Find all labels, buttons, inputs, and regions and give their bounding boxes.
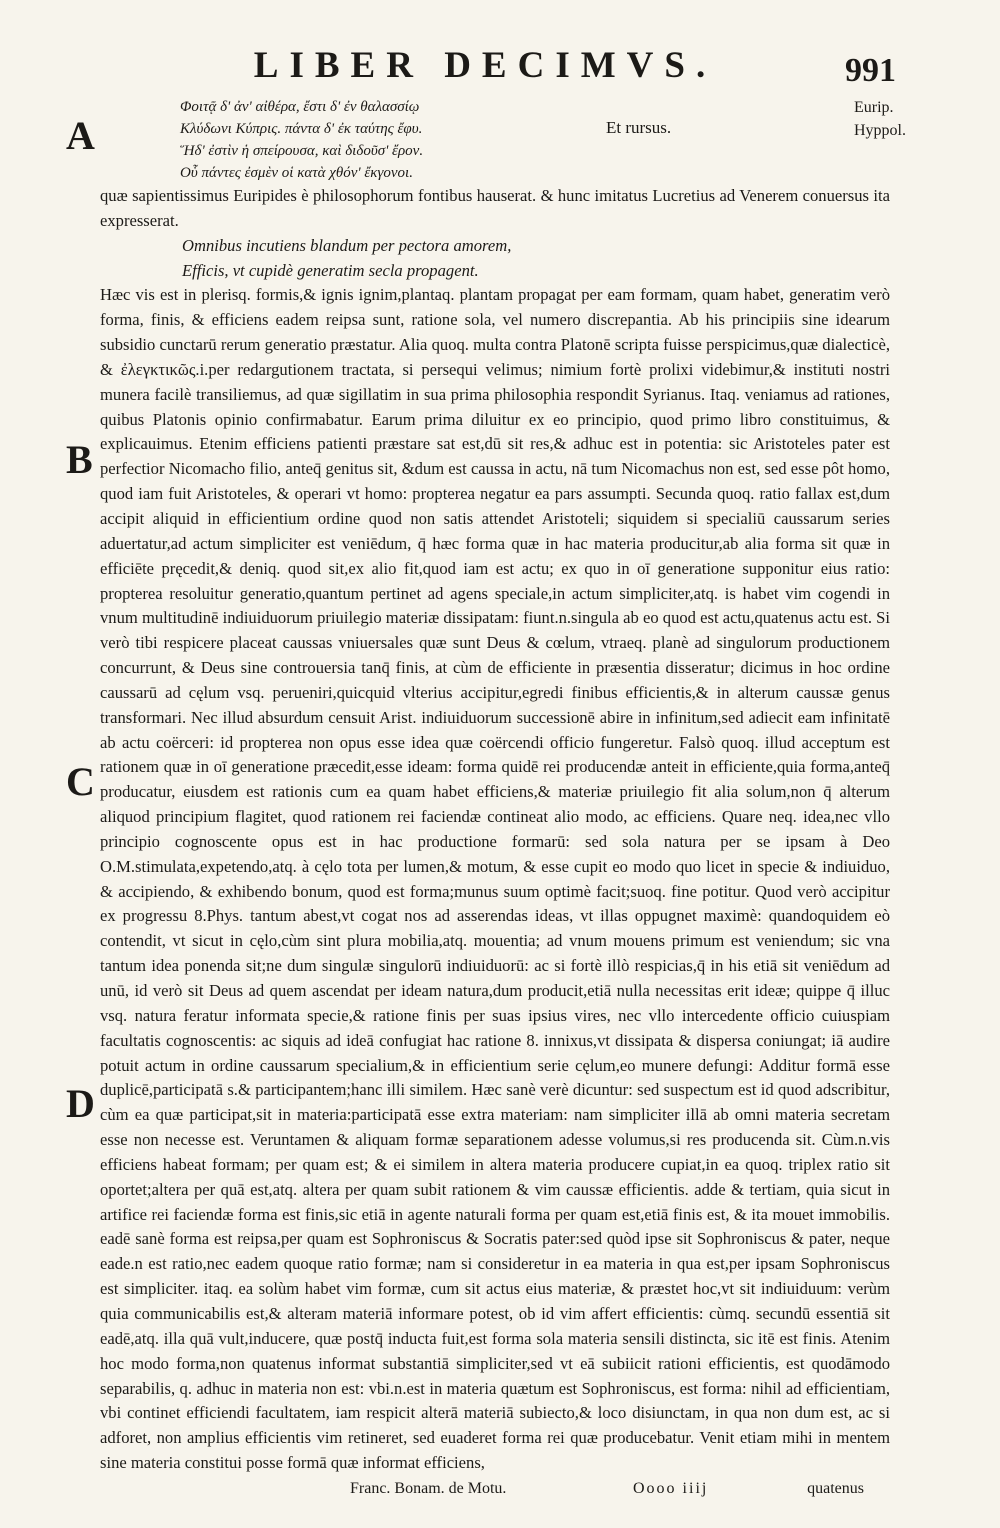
page-number: 991 bbox=[845, 52, 896, 89]
et-rursus-note: Et rursus. bbox=[606, 118, 672, 137]
side-note-line: Hyppol. bbox=[854, 122, 906, 139]
greek-verse-line: Ἥδ' ἐστὶν ἡ σπείρουσα, καὶ διδοῦσ' ἔρον. bbox=[180, 143, 424, 159]
marginal-letter-d: D bbox=[66, 1081, 95, 1126]
marginal-letter-c: C bbox=[66, 759, 95, 804]
body-text bbox=[100, 184, 890, 1476]
main-paragraph: Hæc vis est in plerisq. formis,& ignis ignim,plantaq. plantam propagat per eam formam, quam habet, generatim verò forma, finis, & efficiens eadem reipsa sunt, ratione sola, vel numero discrepantia. Ab his principiis sine idearum subsidio cunctarū rerum generatio præstatur. Alia quoq. multa contra Platonē scripta fuisse perspicimus,quæ dialecticè, & ἐλεγκτικῶς.i.per redargutionem tractata, si persequi velimus; nimium fortè prolixi videbimur,& instituti nostri munera facilè transiliemus, ad quæ sigillatim in sua prima philosophia respondit Syrianus. Itaq. veniamus ad rationes, quibus Platonis opinio confirmabatur. Earum prima diluitur ex eo principio, quod primo libro constituimus, & explicauimus. Etenim efficiens patienti præstare sat est,dū sit res,& adhuc est in potentia: sic Aristoteles pater est perfectior Nicomacho filio, anteq̄ genitus sit, &dum est caussa in actu, nā tum Nicomachus non est, sed esse pôt homo, quod iam fuit Aristoteles, & operari vt homo: propterea negatur ea pars assumpti. Secunda quoq. ratio fallax est,dum accipit aliquid in efficientium ordine quod non satis attendet Aristoteli; siquidem si specialiū caussarum series aduertatur,ad actum simpliciter est veniēdum, q̄ hæc forma quæ in hac materia producitur,ab alia forma sit quæ in efficiēte pręcedit,& deniq. quod sit,ex alio fit,quod iam est actu; ex quo in oī generatione supponitur eius ratio: propterea resoluitur generatio,quantum pertinet ad agens speciale,in actum simpliciter,atq. is habet vim cogendi in vnum multitudinē indiuiduorum priuilegio materiæ dissipatam: fiunt.n.singula ab eo quod est actu,quatenus actu est. Si verò tibi respicere placeat caussas vniuersales quæ sunt Deus & cœlum, vtraeq. planè ad singulorum productionem concurrunt, & Deus sine controuersia tanq̄ finis, at cùm de efficiente in præsentia disseratur; dicimus in hoc ordine caussarū ad cęlum vsq. perueniri,quicquid vlterius accipitur,egredi finibus efficientis,& in alterum caussæ genus transformari. Nec illud absurdum censuit Arist. indiuiduorum successionē abire in infinitum,sed adiecit eam infinitatē ab actu coërceri: id propterea non opus esse idea quæ coërcendi officio fungeretur. Falsò quoq. illud acceptum est rationem quæ in oī generatione præcedit,esse ideam: forma quidē rei producendæ anteit in efficiente,quia forma,anteq̄ producatur, eiusdem est rationis cum ea quam habet efficiens,& materiæ priuilegio fit alia solum,non q̄ alterum aliquod principium flagitet, quod rationem rei faciendæ contineat alio modo, ac efficiens. Quare neq. idea,nec vllo principio cognoscente opus est in hac productione formarū: sed sola natura per se ipsam à Deo O.M.stimulata,expetendo,atq. à cęlo tota per lumen,& motum, & esse cupit eo modo quo licet in specie & indiuiduo, & accipiendo, & exhibendo bonum, quod est forma;munus suum optimè facit;suoq. fine potitur. Quod verò accipitur ex progressu 8.Phys. tantum abest,vt cogat nos ad asserendas ideas, vt illas oppugnet maximè: quandoquidem eò contendit, vt sicut in cęlo,cùm sint plura mobilia,atq. mouentia; ad vnum mouens primum est veniendum; sic vna tantum idea ponenda sit;ne dum singulæ singulorū indiuiduorū: ac si fortè illò respicias,q̄ in his etiā sit veniēdum ad unū, id verò sit Deus ad quem ascendat per ideam natura,dum producit,etiā nulla necessitas erit ideæ; quippe q̄ illuc vsq. natura feratur informata specie,& ratione finis per suas ipsius vires, nec vllo intercedente officio cuiuspiam facultatis cognoscentis: ac siquis ad ideā confugiat hac ratione 8. innixus,vt dissipata & dispersa coniungat; iā audire potuit actum in ordine caussarum specialium,& in efficientium serie cęlum,eo munere defungi: Additur formā esse duplicē,participatā s.& participantem;hanc illi similem. Hæc sanè verè dicuntur: sed suspectum est id quod adscribitur, cùm ea quæ participat,sit in materia:participatā esse extra materiam: nam simpliciter illā ab omni materia secretam esse non necesse est. Veruntamen & aliquam formæ separationem adesse volumus,si res producenda sit. Cùm.n.vis efficiens habeat formam; per quam est; & ei similem in altera materia producere cupiat,in ea quoq. triplex ratio sit oportet;altera per quā est,atq. altera per quam subit rationem & vim caussæ efficientis. adde & tertiam, quia sicut in artifice rei faciendæ forma est finis,sic etiā in agente naturali forma per quam est,etiā finis est, & ita mouet immobilis. eadē sanè forma est reipsa,per quam est Sophroniscus & Socratis pater:sed quòd ipse sit Sophroniscus & pater, neque eade.n est ratio,nec eadem quoque ratio formæ; nam si consideretur in ea materia in qua est,per ipsam Sophroniscus est simpliciter. itaq. ea solùm habet vim formæ, cum sit actus eius materiæ, & præstet hoc,vt sit indiuiduum: verùm quia communicabilis est,& alteram materiā informare potest, ob id vim affert efficientis: cùmq. secundū essentiā sit eadē,atq. illa quā vult,inducere, quæ postq̄ inducta fuit,est forma sola materia sensili distincta, sic itē est finis. Atenim hoc modo forma,non quatenus informat substantiā simpliciter,sed vt eā subiicit rationi efficientis, est quodāmodo separabilis, q. adhuc in materia non est: vbi.n.est in materia quætum est Sophroniscus, est forma: nihil ad efficientiam, vbi continet efficiendi facultatem, iam respicit alterā materiā subiecto,& loco disiunctam, in qua non dum est, ac si adforet, non amplius efficientis vim retineret, sed euaderet forma rei quæ producebatur. Venit etiam mihi in mentem sine materia constitui posse formā quæ informat efficiens, bbox=[100, 285, 890, 1473]
page-footer bbox=[100, 1480, 890, 1506]
footer-title: Franc. Bonam. de Motu. bbox=[350, 1480, 507, 1497]
running-title: LIBER DECIMVS. bbox=[253, 45, 717, 86]
greek-verse-line: Οὗ πάντες ἐσμὲν οἱ κατὰ χθόν' ἔκγονοι. bbox=[180, 165, 413, 181]
greek-verse-line: Φοιτᾷ δ' ἀν' αἰθέρα, ἔστι δ' ἐν θαλασσίῳ bbox=[180, 99, 420, 115]
marginal-letter-b: B bbox=[66, 437, 93, 482]
greek-quotation bbox=[180, 96, 610, 184]
marginal-letter-a: A bbox=[66, 113, 95, 158]
latin-verse-line: Omnibus incutiens blandum per pectora amorem, bbox=[182, 235, 512, 255]
greek-verse-line: Κλύδωνι Κύπρις. πάντα δ' ἐκ ταύτης ἔφυ. bbox=[180, 121, 423, 137]
side-note-line: Eurip. bbox=[854, 99, 894, 116]
catchword: quatenus bbox=[807, 1480, 864, 1497]
latin-verse-line: Efficis, vt cupidè generatim secla propagent. bbox=[182, 260, 479, 280]
intro-paragraph: quæ sapientissimus Euripides è philosophorum fontibus hauserat. & hunc imitatus Lucretius ad Venerem conuersus ita expresserat. bbox=[100, 186, 890, 230]
signature-mark: Oooo iiij bbox=[633, 1480, 709, 1497]
marginal-note bbox=[854, 96, 934, 142]
